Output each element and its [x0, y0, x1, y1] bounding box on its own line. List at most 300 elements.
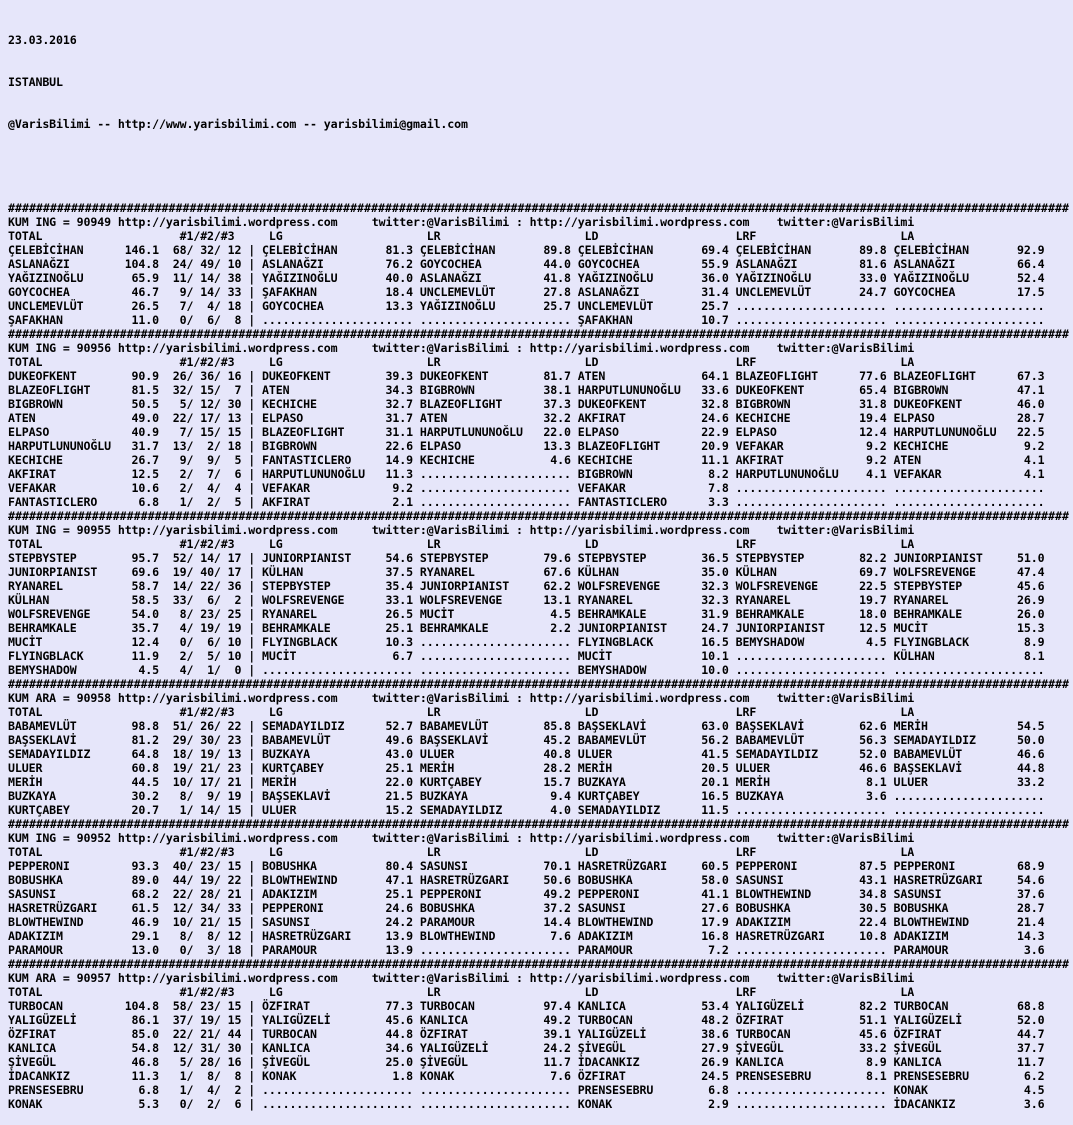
column-divider: |	[241, 453, 262, 467]
lr-cell: ATEN 32.2	[419, 411, 578, 425]
lg-cell: STEPBYSTEP 35.4	[261, 579, 420, 593]
total-horse-name: BOBUSHKA	[8, 873, 118, 887]
column-divider: |	[241, 1027, 262, 1041]
ld-cell: FLYINGBLACK 16.5	[577, 635, 736, 649]
lg-cell: VEFAKAR 9.2	[261, 481, 420, 495]
column-divider: |	[241, 1041, 262, 1055]
column-divider: |	[241, 775, 262, 789]
placings: 2/ 4/ 4	[159, 481, 242, 495]
la-cell: MUCİT 15.3	[893, 621, 1045, 635]
total-score: 46.8	[117, 1055, 160, 1069]
lrf-cell: BUZKAYA 3.6	[735, 789, 894, 803]
table-row	[8, 313, 1069, 327]
table-row	[8, 271, 1069, 285]
lr-cell: BOBUSHKA 37.2	[419, 901, 578, 915]
total-score: 29.1	[117, 929, 160, 943]
column-divider: |	[241, 481, 262, 495]
ld-cell: KECHICHE 11.1	[577, 453, 736, 467]
la-cell: ÖZFIRAT 44.7	[893, 1027, 1045, 1041]
column-divider: |	[241, 873, 262, 887]
total-horse-name: PEPPERONI	[8, 859, 118, 873]
lrf-cell: ......................	[735, 943, 894, 957]
lg-cell: SASUNSI 24.2	[261, 915, 420, 929]
race-banner	[8, 523, 1069, 537]
lrf-cell: ......................	[735, 313, 894, 327]
table-row	[8, 1027, 1069, 1041]
total-score: 89.0	[117, 873, 160, 887]
total-horse-name: FANTASTICLERO	[8, 495, 118, 509]
column-divider: |	[241, 859, 262, 873]
total-score: 46.7	[117, 285, 160, 299]
contact-line: @VarisBilimi -- http://www.yarisbilimi.com -- yarisbilimi@gmail.com	[8, 117, 468, 131]
column-divider: |	[241, 747, 262, 761]
la-cell: BOBUSHKA 28.7	[893, 901, 1045, 915]
total-score: 64.8	[117, 747, 160, 761]
lr-cell: KONAK 7.6	[419, 1069, 578, 1083]
placings: 12/ 31/ 30	[159, 1041, 242, 1055]
lr-cell: TURBOCAN 97.4	[419, 999, 578, 1013]
banner-links: http://yarisbilimi.wordpress.com twitter:@VarisBilimi : http://yarisbilimi.wordpress.com twitter:@VarisBilimi	[117, 341, 915, 355]
column-divider: |	[241, 271, 262, 285]
total-score: 98.8	[117, 719, 160, 733]
table-row	[8, 495, 1069, 509]
table-row	[8, 1069, 1069, 1083]
lrf-cell: ŞİVEGÜL 33.2	[735, 1041, 894, 1055]
placings: 4/ 19/ 19	[159, 621, 242, 635]
total-horse-name: HASRETRÜZGARI	[8, 901, 118, 915]
lr-cell: ......................	[419, 495, 578, 509]
total-score: 104.8	[117, 999, 160, 1013]
lrf-cell: JUNIORPIANIST 12.5	[735, 621, 894, 635]
column-divider: |	[241, 1069, 262, 1083]
column-divider: |	[241, 439, 262, 453]
lrf-cell: HARPUTLUNUNOĞLU 4.1	[735, 467, 894, 481]
lr-cell: GOYCOCHEA 44.0	[419, 257, 578, 271]
placings: 33/ 6/ 2	[159, 593, 242, 607]
column-divider: |	[241, 285, 262, 299]
table-row	[8, 481, 1069, 495]
lr-cell: ÖZFIRAT 39.1	[419, 1027, 578, 1041]
column-divider: |	[241, 901, 262, 915]
lr-cell: SASUNSI 70.1	[419, 859, 578, 873]
total-horse-name: UNCLEMEVLÜT	[8, 299, 118, 313]
lg-cell: HARPUTLUNUNOĞLU 11.3	[261, 467, 420, 481]
la-cell: KONAK 4.5	[893, 1083, 1045, 1097]
total-score: 12.4	[117, 635, 160, 649]
column-header-row: TOTAL #1/#2/#3 LG LR LD LRF LA	[8, 229, 915, 243]
lg-cell: BIGBROWN 22.6	[261, 439, 420, 453]
la-cell: ......................	[893, 789, 1045, 803]
lrf-cell: ÖZFIRAT 51.1	[735, 1013, 894, 1027]
total-score: 46.9	[117, 915, 160, 929]
total-score: 12.5	[117, 467, 160, 481]
total-score: 11.3	[117, 1069, 160, 1083]
lg-cell: YAĞIZINOĞLU 40.0	[261, 271, 420, 285]
table-row	[8, 719, 1069, 733]
lrf-cell: BEMYSHADOW 4.5	[735, 635, 894, 649]
lg-cell: ŞAFAKHAN 18.4	[261, 285, 420, 299]
lg-cell: GOYCOCHEA 13.3	[261, 299, 420, 313]
ld-cell: MUCİT 10.1	[577, 649, 736, 663]
lrf-cell: UNCLEMEVLÜT 24.7	[735, 285, 894, 299]
lr-cell: YALIGÜZELİ 24.2	[419, 1041, 578, 1055]
total-horse-name: KÜLHAN	[8, 593, 118, 607]
table-row	[8, 411, 1069, 425]
ld-cell: JUNIORPIANIST 24.7	[577, 621, 736, 635]
table-row	[8, 915, 1069, 929]
column-divider: |	[241, 999, 262, 1013]
column-divider: |	[241, 663, 262, 677]
total-score: 69.6	[117, 565, 160, 579]
race-banner	[8, 971, 1069, 985]
placings: 13/ 2/ 18	[159, 439, 242, 453]
la-cell: ......................	[893, 803, 1045, 817]
lrf-cell: HASRETRÜZGARI 10.8	[735, 929, 894, 943]
total-horse-name: STEPBYSTEP	[8, 551, 118, 565]
lg-cell: PARAMOUR 13.9	[261, 943, 420, 957]
total-score: 58.7	[117, 579, 160, 593]
lrf-cell: KÜLHAN 69.7	[735, 565, 894, 579]
la-cell: TURBOCAN 68.8	[893, 999, 1045, 1013]
lrf-cell: BLOWTHEWIND 34.8	[735, 887, 894, 901]
placings: 0/ 6/ 8	[159, 313, 242, 327]
ld-cell: VEFAKAR 7.8	[577, 481, 736, 495]
placings: 11/ 14/ 38	[159, 271, 242, 285]
lr-cell: PARAMOUR 14.4	[419, 915, 578, 929]
total-horse-name: ÇELEBİCİHAN	[8, 243, 118, 257]
total-score: 4.5	[117, 663, 160, 677]
table-row	[8, 607, 1069, 621]
lrf-cell: ASLANAĞZI 81.6	[735, 257, 894, 271]
lg-cell: FLYINGBLACK 10.3	[261, 635, 420, 649]
placings: 29/ 30/ 23	[159, 733, 242, 747]
total-score: 50.5	[117, 397, 160, 411]
ld-cell: BABAMEVLÜT 56.2	[577, 733, 736, 747]
lr-cell: PEPPERONI 49.2	[419, 887, 578, 901]
placings: 7/ 15/ 15	[159, 425, 242, 439]
la-cell: BLOWTHEWIND 21.4	[893, 915, 1045, 929]
la-cell: BLAZEOFLIGHT 67.3	[893, 369, 1045, 383]
ld-cell: RYANAREL 32.3	[577, 593, 736, 607]
total-horse-name: AKFIRAT	[8, 467, 118, 481]
table-row	[8, 397, 1069, 411]
lr-cell: HASRETRÜZGARI 50.6	[419, 873, 578, 887]
lg-cell: BLOWTHEWIND 47.1	[261, 873, 420, 887]
lr-cell: ......................	[419, 313, 578, 327]
la-cell: ......................	[893, 313, 1045, 327]
total-horse-name: YAĞIZINOĞLU	[8, 271, 118, 285]
column-divider: |	[241, 369, 262, 383]
placings: 0/ 2/ 6	[159, 1097, 242, 1111]
placings: 8/ 23/ 25	[159, 607, 242, 621]
column-divider: |	[241, 1013, 262, 1027]
column-divider: |	[241, 579, 262, 593]
total-score: 35.7	[117, 621, 160, 635]
la-cell: HARPUTLUNUNOĞLU 22.5	[893, 425, 1045, 439]
lr-cell: ŞİVEGÜL 11.7	[419, 1055, 578, 1069]
lrf-cell: ......................	[735, 1097, 894, 1111]
ld-cell: GOYCOCHEA 55.9	[577, 257, 736, 271]
lr-cell: ......................	[419, 663, 578, 677]
la-cell: MERİH 54.5	[893, 719, 1045, 733]
placings: 18/ 19/ 13	[159, 747, 242, 761]
total-horse-name: KURTÇABEY	[8, 803, 118, 817]
table-row	[8, 1083, 1069, 1097]
ld-cell: BAŞSEKLAVİ 63.0	[577, 719, 736, 733]
column-header-row: TOTAL #1/#2/#3 LG LR LD LRF LA	[8, 537, 915, 551]
separator-line: ########################################################################################################################################################	[8, 327, 1069, 341]
banner-links: http://yarisbilimi.wordpress.com twitter:@VarisBilimi : http://yarisbilimi.wordpress.com twitter:@VarisBilimi	[117, 831, 915, 845]
total-score: 54.0	[117, 607, 160, 621]
total-score: 81.2	[117, 733, 160, 747]
la-cell: KÜLHAN 8.1	[893, 649, 1045, 663]
ld-cell: BLOWTHEWIND 17.9	[577, 915, 736, 929]
lrf-cell: BEHRAMKALE 18.0	[735, 607, 894, 621]
table-row	[8, 257, 1069, 271]
la-cell: PARAMOUR 3.6	[893, 943, 1045, 957]
placings: 4/ 1/ 0	[159, 663, 242, 677]
total-horse-name: FLYINGBLACK	[8, 649, 118, 663]
table-row	[8, 1055, 1069, 1069]
lr-cell: ......................	[419, 1097, 578, 1111]
column-divider: |	[241, 607, 262, 621]
la-cell: YALIGÜZELİ 52.0	[893, 1013, 1045, 1027]
table-row	[8, 803, 1069, 817]
la-cell: ATEN 4.1	[893, 453, 1045, 467]
total-horse-name: KECHICHE	[8, 453, 118, 467]
race-id: KUM ING = 90952	[8, 831, 118, 845]
total-horse-name: BAŞSEKLAVİ	[8, 733, 118, 747]
total-score: 10.6	[117, 481, 160, 495]
la-cell: VEFAKAR 4.1	[893, 467, 1045, 481]
lr-cell: BUZKAYA 9.4	[419, 789, 578, 803]
lrf-cell: RYANAREL 19.7	[735, 593, 894, 607]
column-divider: |	[241, 789, 262, 803]
table-row	[8, 369, 1069, 383]
total-score: 85.0	[117, 1027, 160, 1041]
lr-cell: KURTÇABEY 15.7	[419, 775, 578, 789]
table-row	[8, 1097, 1069, 1111]
lrf-cell: SEMADAYILDIZ 52.0	[735, 747, 894, 761]
total-horse-name: BLAZEOFLIGHT	[8, 383, 118, 397]
lg-cell: ULUER 15.2	[261, 803, 420, 817]
ld-cell: İDACANKIZ 26.9	[577, 1055, 736, 1069]
placings: 32/ 15/ 7	[159, 383, 242, 397]
la-cell: ŞİVEGÜL 37.7	[893, 1041, 1045, 1055]
lr-cell: ELPASO 13.3	[419, 439, 578, 453]
lg-cell: KONAK 1.8	[261, 1069, 420, 1083]
column-divider: |	[241, 551, 262, 565]
total-score: 86.1	[117, 1013, 160, 1027]
table-row	[8, 467, 1069, 481]
lg-cell: ......................	[261, 1097, 420, 1111]
column-divider: |	[241, 411, 262, 425]
column-divider: |	[241, 929, 262, 943]
lr-cell: MERİH 28.2	[419, 761, 578, 775]
total-score: 61.5	[117, 901, 160, 915]
placings: 5/ 28/ 16	[159, 1055, 242, 1069]
la-cell: HASRETRÜZGARI 54.6	[893, 873, 1045, 887]
table-row	[8, 775, 1069, 789]
banner-links: http://yarisbilimi.wordpress.com twitter:@VarisBilimi : http://yarisbilimi.wordpress.com twitter:@VarisBilimi	[117, 215, 915, 229]
total-score: 93.3	[117, 859, 160, 873]
lrf-cell: BIGBROWN 31.8	[735, 397, 894, 411]
total-horse-name: ADAKIZIM	[8, 929, 118, 943]
lg-cell: BOBUSHKA 80.4	[261, 859, 420, 873]
lrf-cell: VEFAKAR 9.2	[735, 439, 894, 453]
report-city: ISTANBUL	[8, 75, 63, 89]
ld-cell: ULUER 41.5	[577, 747, 736, 761]
ld-cell: HASRETRÜZGARI 60.5	[577, 859, 736, 873]
la-cell: YAĞIZINOĞLU 52.4	[893, 271, 1045, 285]
total-score: 26.5	[117, 299, 160, 313]
total-horse-name: BIGBROWN	[8, 397, 118, 411]
total-horse-name: KANLICA	[8, 1041, 118, 1055]
total-score: 81.5	[117, 383, 160, 397]
table-row	[8, 439, 1069, 453]
lg-cell: BUZKAYA 43.0	[261, 747, 420, 761]
banner-links: http://yarisbilimi.wordpress.com twitter:@VarisBilimi : http://yarisbilimi.wordpress.com twitter:@VarisBilimi	[117, 691, 915, 705]
race-section	[8, 957, 1069, 1111]
lr-cell: BABAMEVLÜT 85.8	[419, 719, 578, 733]
ld-cell: KÜLHAN 35.0	[577, 565, 736, 579]
total-score: 20.7	[117, 803, 160, 817]
lrf-cell: ......................	[735, 649, 894, 663]
la-cell: ADAKIZIM 14.3	[893, 929, 1045, 943]
total-horse-name: SASUNSI	[8, 887, 118, 901]
ld-cell: ÖZFIRAT 24.5	[577, 1069, 736, 1083]
race-section	[8, 327, 1069, 509]
lg-cell: ASLANAĞZI 76.2	[261, 257, 420, 271]
placings: 9/ 9/ 5	[159, 453, 242, 467]
total-score: 30.2	[117, 789, 160, 803]
la-cell: KANLICA 11.7	[893, 1055, 1045, 1069]
total-horse-name: PARAMOUR	[8, 943, 118, 957]
lr-cell: STEPBYSTEP 79.6	[419, 551, 578, 565]
lr-cell: HARPUTLUNUNOĞLU 22.0	[419, 425, 578, 439]
lr-cell: BAŞSEKLAVİ 45.2	[419, 733, 578, 747]
total-horse-name: YALIGÜZELİ	[8, 1013, 118, 1027]
placings: 1/ 8/ 8	[159, 1069, 242, 1083]
column-divider: |	[241, 425, 262, 439]
ld-cell: KANLICA 53.4	[577, 999, 736, 1013]
separator-line: ########################################################################################################################################################	[8, 677, 1069, 691]
ld-cell: BEMYSHADOW 10.0	[577, 663, 736, 677]
race-section	[8, 509, 1069, 677]
lr-cell: ......................	[419, 1083, 578, 1097]
la-cell: DUKEOFKENT 46.0	[893, 397, 1045, 411]
total-horse-name: ATEN	[8, 411, 118, 425]
lrf-cell: PEPPERONI 87.5	[735, 859, 894, 873]
placings: 44/ 19/ 22	[159, 873, 242, 887]
separator-line: ########################################################################################################################################################	[8, 957, 1069, 971]
total-horse-name: PRENSESEBRU	[8, 1083, 118, 1097]
total-horse-name: ŞİVEGÜL	[8, 1055, 118, 1069]
total-score: 58.5	[117, 593, 160, 607]
lrf-cell: ......................	[735, 495, 894, 509]
lrf-cell: KANLICA 8.9	[735, 1055, 894, 1069]
placings: 8/ 9/ 19	[159, 789, 242, 803]
la-cell: BABAMEVLÜT 46.6	[893, 747, 1045, 761]
lg-cell: TURBOCAN 44.8	[261, 1027, 420, 1041]
table-row	[8, 999, 1069, 1013]
banner-links: http://yarisbilimi.wordpress.com twitter:@VarisBilimi : http://yarisbilimi.wordpress.com twitter:@VarisBilimi	[117, 971, 915, 985]
placings: 8/ 8/ 12	[159, 929, 242, 943]
race-sections	[8, 201, 1069, 1111]
total-horse-name: RYANAREL	[8, 579, 118, 593]
la-cell: SEMADAYILDIZ 50.0	[893, 733, 1045, 747]
total-horse-name: MERİH	[8, 775, 118, 789]
race-banner	[8, 831, 1069, 845]
total-horse-name: ULUER	[8, 761, 118, 775]
la-cell: FLYINGBLACK 8.9	[893, 635, 1045, 649]
total-score: 26.7	[117, 453, 160, 467]
column-header-row: TOTAL #1/#2/#3 LG LR LD LRF LA	[8, 985, 915, 999]
placings: 19/ 21/ 23	[159, 761, 242, 775]
race-section	[8, 201, 1069, 327]
lg-cell: ÖZFIRAT 77.3	[261, 999, 420, 1013]
blank-line	[8, 159, 1069, 173]
lg-cell: MERİH 22.0	[261, 775, 420, 789]
total-score: 49.0	[117, 411, 160, 425]
la-cell: SASUNSI 37.6	[893, 887, 1045, 901]
la-cell: ......................	[893, 481, 1045, 495]
column-divider: |	[241, 887, 262, 901]
total-horse-name: ASLANAĞZI	[8, 257, 118, 271]
ld-cell: ŞİVEGÜL 27.9	[577, 1041, 736, 1055]
lg-cell: BEHRAMKALE 25.1	[261, 621, 420, 635]
lr-cell: ......................	[419, 467, 578, 481]
ld-cell: SEMADAYILDIZ 11.5	[577, 803, 736, 817]
lg-cell: KÜLHAN 37.5	[261, 565, 420, 579]
table-row	[8, 425, 1069, 439]
ld-cell: PEPPERONI 41.1	[577, 887, 736, 901]
total-horse-name: ÖZFIRAT	[8, 1027, 118, 1041]
total-horse-name: BLOWTHEWIND	[8, 915, 118, 929]
total-score: 146.1	[117, 243, 160, 257]
placings: 2/ 5/ 10	[159, 649, 242, 663]
lr-cell: BIGBROWN 38.1	[419, 383, 578, 397]
ld-cell: BLAZEOFLIGHT 20.9	[577, 439, 736, 453]
ld-cell: FANTASTICLERO 3.3	[577, 495, 736, 509]
lr-cell: KECHICHE 4.6	[419, 453, 578, 467]
total-score: 104.8	[117, 257, 160, 271]
column-divider: |	[241, 257, 262, 271]
column-divider: |	[241, 621, 262, 635]
total-score: 13.0	[117, 943, 160, 957]
lrf-cell: BLAZEOFLIGHT 77.6	[735, 369, 894, 383]
ld-cell: YALIGÜZELİ 38.6	[577, 1027, 736, 1041]
lrf-cell: ......................	[735, 803, 894, 817]
total-horse-name: DUKEOFKENT	[8, 369, 118, 383]
race-banner	[8, 341, 1069, 355]
lg-cell: DUKEOFKENT 39.3	[261, 369, 420, 383]
lg-cell: ADAKIZIM 25.1	[261, 887, 420, 901]
ld-cell: BOBUSHKA 58.0	[577, 873, 736, 887]
table-row	[8, 579, 1069, 593]
separator-line: ########################################################################################################################################################	[8, 509, 1069, 523]
placings: 52/ 14/ 17	[159, 551, 242, 565]
table-row	[8, 453, 1069, 467]
lg-cell: SEMADAYILDIZ 52.7	[261, 719, 420, 733]
total-score: 54.8	[117, 1041, 160, 1055]
total-horse-name: BABAMEVLÜT	[8, 719, 118, 733]
ld-cell: WOLFSREVENGE 32.3	[577, 579, 736, 593]
lr-cell: DUKEOFKENT 81.7	[419, 369, 578, 383]
la-cell: ASLANAĞZI 66.4	[893, 257, 1045, 271]
race-section	[8, 817, 1069, 957]
placings: 1/ 4/ 2	[159, 1083, 242, 1097]
